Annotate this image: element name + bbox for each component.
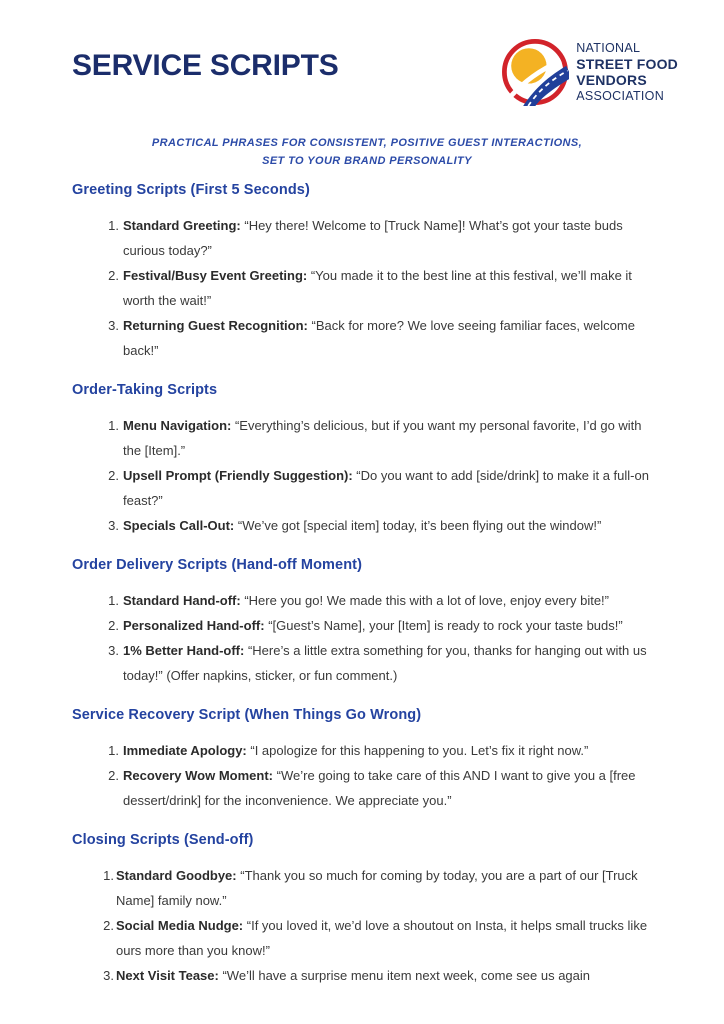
item-number: 3. <box>108 318 119 333</box>
item-number: 1. <box>108 418 119 433</box>
section-heading: Order Delivery Scripts (Hand-off Moment) <box>72 557 363 573</box>
list-item <box>100 863 662 913</box>
item-text: “[Guest’s Name], your [Item] is ready to rock your taste buds!” <box>264 618 623 633</box>
document-subtitle <box>72 134 662 170</box>
section-heading: Greeting Scripts (First 5 Seconds) <box>72 182 310 198</box>
item-number: 2. <box>108 768 119 783</box>
item-label: Recovery Wow Moment: <box>123 768 274 783</box>
item-text: “Hey there! Welcome to [Truck Name]! What’s got your taste buds curious today?” <box>123 218 623 258</box>
item-text: “Everything’s delicious, but if you want my personal favorite, I’d go with the [Item].” <box>123 418 642 458</box>
subtitle-line-2: SET TO YOUR BRAND PERSONALITY <box>262 155 472 167</box>
sun-road-badge-icon <box>501 38 569 106</box>
list-item <box>105 263 662 313</box>
item-label: Specials Call-Out: <box>123 518 235 533</box>
script-list <box>72 213 662 363</box>
list-item <box>105 763 662 813</box>
item-text: “Thank you so much for coming by today, you are a part of our [Truck Name] family now.” <box>116 868 638 908</box>
item-text: “We’ve got [special item] today, it’s been flying out the window!” <box>234 518 602 533</box>
section-greeting-scripts <box>72 180 662 363</box>
item-number: 2. <box>103 918 114 933</box>
item-number: 1. <box>108 593 119 608</box>
logo-line-national: NATIONAL <box>576 41 641 55</box>
list-item <box>105 463 662 513</box>
list-item <box>105 588 662 613</box>
list-item <box>105 513 662 538</box>
list-item <box>105 638 662 688</box>
item-text: “We’ll have a surprise menu item next week, come see us again <box>218 968 591 983</box>
item-label: Personalized Hand-off: <box>123 618 265 633</box>
item-label: Standard Hand-off: <box>123 593 241 608</box>
list-item <box>105 738 662 763</box>
item-label: Returning Guest Recognition: <box>123 318 308 333</box>
section-heading: Order-Taking Scripts <box>72 382 218 398</box>
logo-line-street-food: STREET FOOD <box>576 56 678 72</box>
list-item <box>100 963 662 988</box>
item-number: 2. <box>108 468 119 483</box>
list-item <box>105 313 662 363</box>
item-text: “Here’s a little extra something for you, thanks for hanging out with us today!” (Offer napkins, sticker, or fun comment.) <box>123 643 647 683</box>
list-item <box>105 613 662 638</box>
item-number: 3. <box>108 518 119 533</box>
item-label: 1% Better Hand-off: <box>123 643 245 658</box>
page-title: SERVICE SCRIPTS <box>72 49 339 82</box>
item-text: “Back for more? We love seeing familiar faces, welcome back!” <box>123 318 635 358</box>
logo-line-association: ASSOCIATION <box>576 89 665 103</box>
item-label: Next Visit Tease: <box>116 968 219 983</box>
script-list <box>72 588 662 688</box>
item-label: Standard Goodbye: <box>116 868 237 883</box>
item-number: 2. <box>108 268 119 283</box>
section-closing-scripts <box>72 830 662 988</box>
item-number: 1. <box>108 218 119 233</box>
item-text: “Do you want to add [side/drink] to make it a full-on feast?” <box>123 468 649 508</box>
item-label: Social Media Nudge: <box>116 918 244 933</box>
logo-line-vendors: VENDORS <box>576 72 647 88</box>
item-text: “I apologize for this happening to you. Let’s fix it right now.” <box>246 743 589 758</box>
section-order-delivery-scripts <box>72 555 662 688</box>
list-item <box>100 913 662 963</box>
item-label: Standard Greeting: <box>123 218 241 233</box>
script-list <box>72 413 662 538</box>
item-number: 2. <box>108 618 119 633</box>
list-item <box>105 413 662 463</box>
section-order-taking-scripts <box>72 380 662 538</box>
subtitle-line-1: PRACTICAL PHRASES FOR CONSISTENT, POSITIVE GUEST INTERACTIONS, <box>151 137 583 149</box>
item-text: “You made it to the best line at this festival, we’ll make it worth the wait!” <box>123 268 632 308</box>
script-list <box>72 738 662 813</box>
item-label: Immediate Apology: <box>123 743 247 758</box>
item-number: 1. <box>108 743 119 758</box>
logo-wordmark <box>576 40 678 104</box>
item-text: “We’re going to take care of this AND I want to give you a [free dessert/drink] for the inconvenience. We appreciate you.” <box>123 768 636 808</box>
item-number: 3. <box>108 643 119 658</box>
section-heading: Closing Scripts (Send-off) <box>72 832 254 848</box>
item-label: Upsell Prompt (Friendly Suggestion): <box>123 468 353 483</box>
item-label: Menu Navigation: <box>123 418 232 433</box>
item-text: “Here you go! We made this with a lot of love, enjoy every bite!” <box>240 593 609 608</box>
item-number: 1. <box>103 868 114 883</box>
item-number: 3. <box>103 968 114 983</box>
association-logo <box>501 38 678 106</box>
script-list <box>72 863 662 988</box>
masthead <box>72 41 678 106</box>
section-heading: Service Recovery Script (When Things Go Wrong) <box>72 707 422 723</box>
list-item <box>105 213 662 263</box>
section-service-recovery-script <box>72 705 662 813</box>
item-text: “If you loved it, we’d love a shoutout on Insta, it helps small trucks like ours more than you know!” <box>116 918 648 958</box>
item-label: Festival/Busy Event Greeting: <box>123 268 308 283</box>
